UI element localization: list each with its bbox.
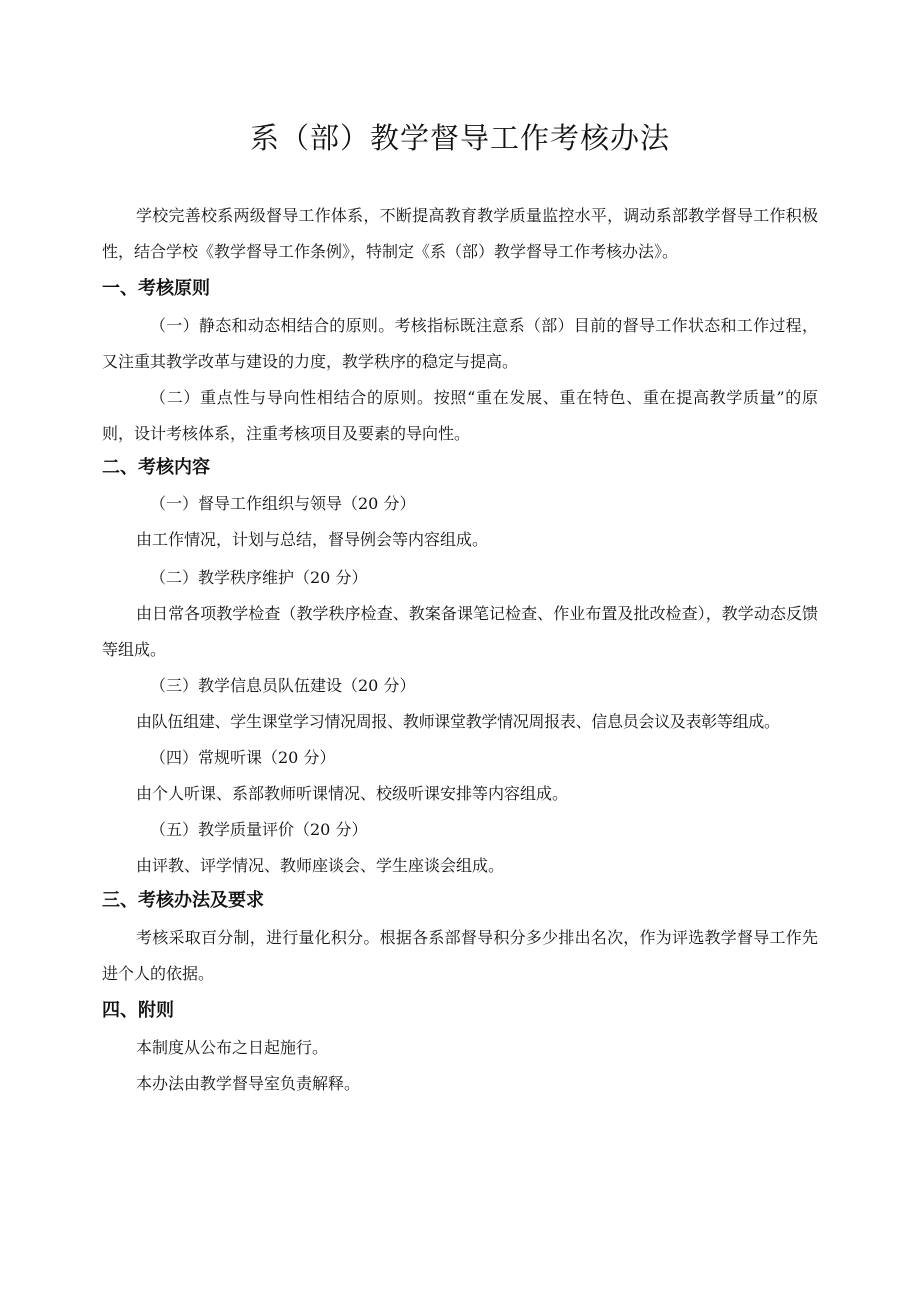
principle-paragraph-2: （二）重点性与导向性相结合的原则。按照“重在发展、重在特色、重在提高教学质量”的原则，设计考核体系，注重考核项目及要素的导向性。 xyxy=(102,388,818,443)
content-item-title: （四）常规听课（20 分） xyxy=(150,748,336,767)
principle-paragraph-1: （一）静态和动态相结合的原则。考核指标既注意系（部）目前的督导工作状态和工作过程，又注重其教学改革与建设的力度，教学秩序的稳定与提高。 xyxy=(102,316,818,371)
content-item-desc: 由日常各项教学检查（教学秩序检查、教案备课笔记检查、作业布置及批改检查），教学动态反馈等组成。 xyxy=(102,604,818,659)
content-item-title: （五）教学质量评价（20 分） xyxy=(150,820,368,839)
content-item-desc: 由队伍组建、学生课堂学习情况周报、教师课堂教学情况周报表、信息员会议及表彰等组成。 xyxy=(136,712,780,731)
content-item-title: （二）教学秩序维护（20 分） xyxy=(150,568,368,587)
content-item-desc: 由个人听课、系部教师听课情况、校级听课安排等内容组成。 xyxy=(136,784,569,803)
method-paragraph: 考核采取百分制，进行量化积分。根据各系部督导积分多少排出名次，作为评选教学督导工作先进个人的依据。 xyxy=(102,928,818,983)
section-heading-method: 三、考核办法及要求 xyxy=(102,890,264,911)
appendix-paragraph-1: 本制度从公布之日起施行。 xyxy=(136,1038,329,1057)
content-item-title: （三）教学信息员队伍建设（20 分） xyxy=(150,676,416,695)
content-item-title: （一）督导工作组织与领导（20 分） xyxy=(150,494,416,513)
appendix-paragraph-2: 本办法由教学督导室负责解释。 xyxy=(136,1074,361,1093)
content-item-desc: 由评教、评学情况、教师座谈会、学生座谈会组成。 xyxy=(136,856,505,875)
section-heading-content: 二、考核内容 xyxy=(102,457,210,478)
intro-paragraph: 学校完善校系两级督导工作体系，不断提高教育教学质量监控水平，调动系部教学督导工作积极性，结合学校《教学督导工作条例》，特制定《系（部）教学督导工作考核办法》。 xyxy=(102,206,818,261)
section-heading-appendix: 四、附则 xyxy=(102,1000,174,1021)
content-item-desc: 由工作情况，计划与总结，督导例会等内容组成。 xyxy=(136,530,489,549)
section-heading-principles: 一、考核原则 xyxy=(102,278,210,299)
document-title: 系（部）教学督导工作考核办法 xyxy=(249,121,670,155)
